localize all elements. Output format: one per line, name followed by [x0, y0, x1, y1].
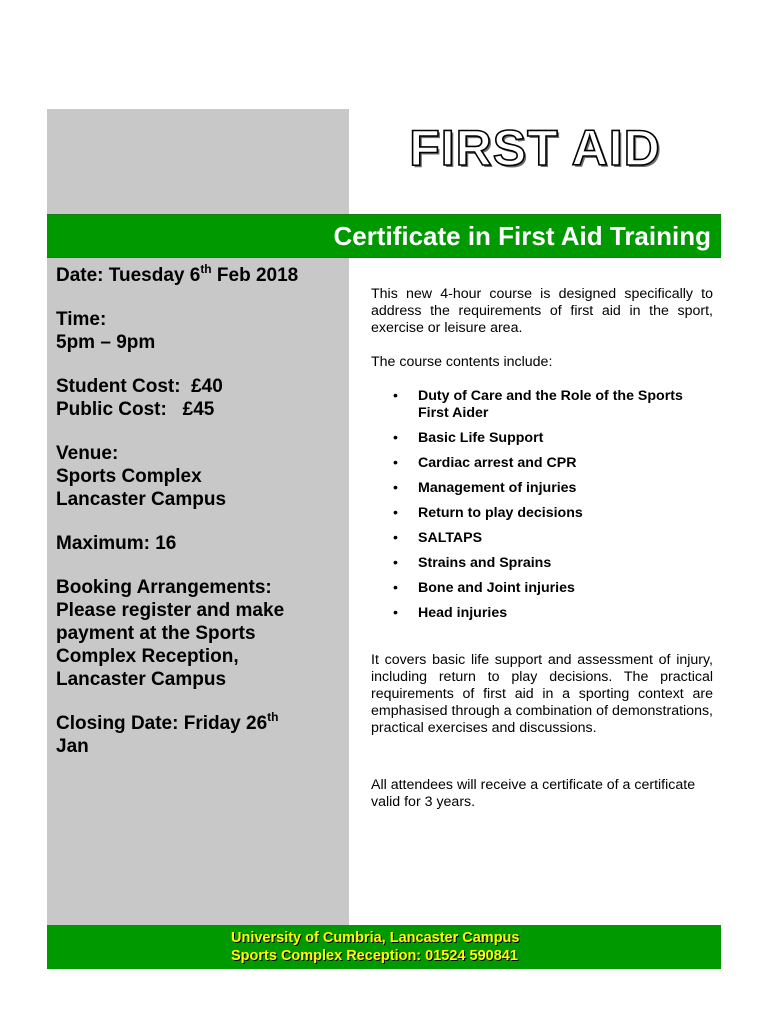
- cost-block: [56, 375, 346, 421]
- course-contents-list: [371, 388, 713, 622]
- list-item: [371, 605, 713, 622]
- date-line: [56, 264, 346, 287]
- list-item-text: Strains and Sprains: [418, 555, 552, 571]
- coverage-paragraph: It covers basic life support and assessment of injury, including return to play decisions. The practical requirements of first aid in a sporting context are emphasised through a combination of demonstrations, practical exercises and discussions.: [371, 652, 713, 736]
- intro-paragraph: This new 4-hour course is designed specifically to address the requirements of first aid in the sport, exercise or leisure area.: [371, 286, 713, 336]
- closing-date-ordinal: th: [267, 710, 279, 724]
- closing-block: [56, 712, 346, 758]
- list-item: [371, 388, 713, 422]
- list-item-text: Bone and Joint injuries: [418, 580, 575, 596]
- certificate-paragraph: All attendees will receive a certificate of a certificate valid for 3 years.: [371, 777, 696, 810]
- list-item-text: SALTAPS: [418, 530, 483, 546]
- list-item-text: Management of injuries: [418, 480, 577, 496]
- booking-line-2: payment at the Sports: [56, 623, 256, 644]
- venue-line-2: Lancaster Campus: [56, 489, 227, 510]
- list-item: [371, 480, 713, 497]
- bullet-icon: •: [393, 580, 398, 596]
- student-cost: Student Cost: £40: [56, 376, 223, 397]
- date-ordinal: th: [200, 262, 212, 276]
- footer-phone: Sports Complex Reception: 01524 590841: [231, 948, 518, 964]
- date-text: Date: Tuesday 6: [56, 265, 201, 286]
- closing-date-line: [56, 712, 346, 735]
- footer-text: [231, 929, 519, 965]
- closing-date-text: Closing Date: Friday 26: [56, 713, 268, 734]
- bullet-icon: •: [393, 480, 398, 496]
- booking-line-4: Lancaster Campus: [56, 669, 227, 690]
- title-banner: [47, 214, 721, 258]
- bullet-icon: •: [393, 455, 398, 471]
- list-item-text: Duty of Care and the Role of the Sports First Aider: [418, 388, 683, 421]
- course-description: [371, 286, 713, 811]
- bullet-icon: •: [393, 605, 398, 621]
- footer-campus: University of Cumbria, Lancaster Campus: [231, 930, 520, 946]
- time-block: [56, 308, 346, 354]
- date-month-year: Feb 2018: [211, 265, 299, 286]
- list-item: [371, 430, 713, 447]
- booking-line-3: Complex Reception,: [56, 646, 239, 667]
- date-block: [56, 264, 346, 287]
- list-item: [371, 580, 713, 597]
- bullet-icon: •: [393, 505, 398, 521]
- list-item: [371, 530, 713, 547]
- banner-subtitle: Certificate in First Aid Training: [333, 221, 711, 251]
- list-item-text: Head injuries: [418, 605, 508, 621]
- public-cost: Public Cost: £45: [56, 399, 215, 420]
- venue-label: Venue:: [56, 443, 119, 464]
- bullet-icon: •: [393, 430, 398, 446]
- list-item: [371, 555, 713, 572]
- bullet-icon: •: [393, 555, 398, 571]
- flyer-title: FIRST AID: [409, 120, 661, 176]
- venue-block: [56, 442, 346, 511]
- booking-block: [56, 576, 346, 691]
- contact-footer: [47, 925, 721, 969]
- time-label: Time:: [56, 309, 107, 330]
- maximum-places: Maximum: 16: [56, 533, 177, 554]
- booking-line-1: Please register and make: [56, 600, 285, 621]
- list-item: [371, 455, 713, 472]
- maximum-block: [56, 532, 346, 555]
- bullet-icon: •: [393, 530, 398, 546]
- list-item: [371, 505, 713, 522]
- venue-line-1: Sports Complex: [56, 466, 202, 487]
- list-item-text: Basic Life Support: [418, 430, 544, 446]
- bullet-icon: •: [393, 388, 398, 404]
- time-value: 5pm – 9pm: [56, 332, 156, 353]
- list-item-text: Return to play decisions: [418, 505, 583, 521]
- booking-label: Booking Arrangements:: [56, 577, 272, 598]
- closing-date-month: Jan: [56, 736, 89, 757]
- contents-intro: The course contents include:: [371, 354, 553, 370]
- list-item-text: Cardiac arrest and CPR: [418, 455, 577, 471]
- course-details: [56, 264, 346, 779]
